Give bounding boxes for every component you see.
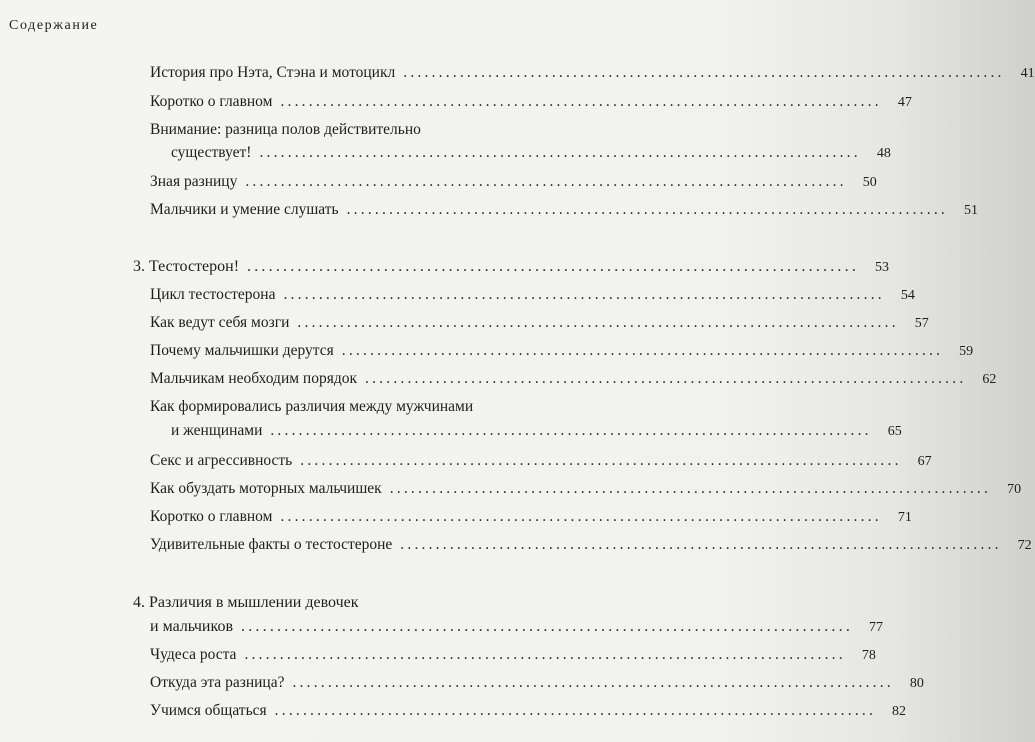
toc-entry[interactable]: [150, 480, 1022, 498]
toc-chapter[interactable]: [150, 618, 884, 636]
toc-page-number: 70: [1007, 482, 1022, 497]
toc-entry-first-line: Внимание: разница полов действительно: [150, 121, 421, 138]
toc-page-number: 72: [1017, 538, 1032, 553]
toc-chapter-title: и мальчиков: [150, 618, 234, 635]
toc-entry[interactable]: [171, 144, 891, 162]
toc-page-number: 80: [909, 676, 924, 691]
toc-entry-title: Мальчикам необходим порядок: [150, 370, 358, 387]
leader-dots: .....................................................................................: [403, 64, 1005, 81]
toc-entry[interactable]: [150, 286, 915, 304]
toc-entry-title: Учимся общаться: [150, 702, 267, 719]
toc-entry[interactable]: [150, 646, 876, 664]
leader-dots: .....................................................................................: [247, 258, 860, 275]
toc-page-number: 78: [861, 648, 876, 663]
leader-dots: .....................................................................................: [244, 646, 846, 663]
toc-entry[interactable]: [150, 452, 932, 470]
leader-dots: .....................................................................................: [292, 674, 894, 691]
toc-page-number: 82: [892, 704, 907, 719]
toc-entry[interactable]: [150, 370, 997, 388]
toc-entry-title: Мальчики и умение слушать: [150, 201, 339, 218]
toc-entry-title: Коротко о главном: [150, 93, 273, 110]
toc-page-number: 57: [914, 316, 929, 331]
toc-page-number: 67: [917, 454, 932, 469]
leader-dots: .....................................................................................: [274, 702, 877, 719]
leader-dots: .....................................................................................: [283, 286, 885, 303]
toc-page-number: 48: [876, 146, 891, 161]
toc-entry-title: Удивительные факты о тестостероне: [150, 536, 393, 553]
leader-dots: .....................................................................................: [346, 201, 948, 218]
toc-entry[interactable]: [150, 173, 877, 191]
leader-dots: .....................................................................................: [280, 93, 882, 110]
toc-entry[interactable]: [150, 201, 978, 219]
toc-entry-title: Как ведут себя мозги: [150, 314, 290, 331]
toc-chapter-first-line: 4. Различия в мышлении девочек: [133, 594, 359, 611]
toc-entry[interactable]: [150, 64, 1035, 82]
leader-dots: .....................................................................................: [297, 314, 899, 331]
toc-entry-title: Откуда эта разница?: [150, 674, 285, 691]
toc-chapter-title: 3. Тестостерон!: [133, 258, 240, 275]
toc-entry-title: Зная разницу: [150, 173, 238, 190]
leader-dots: .....................................................................................: [365, 370, 967, 387]
toc-page-number: 65: [887, 424, 902, 439]
toc-chapter[interactable]: [133, 258, 890, 276]
toc-entry-title: История про Нэта, Стэна и мотоцикл: [150, 64, 396, 81]
leader-dots: .....................................................................................: [300, 452, 902, 469]
toc-entry-title: и женщинами: [171, 422, 263, 439]
toc-page-number: 59: [959, 344, 974, 359]
leader-dots: .....................................................................................: [341, 342, 944, 359]
toc-entry[interactable]: [150, 342, 974, 360]
toc-page-number: 41: [1020, 66, 1035, 81]
toc-entry-title: Цикл тестостерона: [150, 286, 276, 303]
leader-dots: .....................................................................................: [245, 173, 847, 190]
toc-entry[interactable]: [150, 314, 929, 332]
running-header: Содержание: [9, 18, 99, 33]
toc-page-number: 62: [982, 372, 997, 387]
toc-entry[interactable]: [150, 702, 907, 720]
leader-dots: .....................................................................................: [280, 508, 882, 525]
leader-dots: .....................................................................................: [270, 422, 872, 439]
toc-page-number: 50: [862, 175, 877, 190]
toc-page-number: 51: [963, 203, 978, 218]
toc-page-number: 54: [900, 288, 915, 303]
leader-dots: .....................................................................................: [400, 536, 1002, 553]
toc-entry[interactable]: [150, 93, 912, 111]
toc-entry[interactable]: [150, 536, 1032, 554]
toc-page-number: 71: [897, 510, 912, 525]
leader-dots: .....................................................................................: [241, 618, 854, 635]
toc-entry-title: существует!: [171, 144, 252, 161]
toc-entry[interactable]: [171, 422, 902, 440]
toc-entry-title: Секс и агрессивность: [150, 452, 293, 469]
toc-entry-title: Коротко о главном: [150, 508, 273, 525]
toc-entry[interactable]: [150, 674, 924, 692]
toc-entry-title: Как обуздать моторных мальчишек: [150, 480, 382, 497]
leader-dots: .....................................................................................: [259, 144, 861, 161]
toc-entry-first-line: Как формировались различия между мужчинами: [150, 398, 474, 415]
leader-dots: .....................................................................................: [389, 480, 992, 497]
toc-entry-title: Почему мальчишки дерутся: [150, 342, 334, 359]
toc-entry-title: Чудеса роста: [150, 646, 237, 663]
toc-entry[interactable]: [150, 508, 912, 526]
toc-page-number: 77: [869, 620, 884, 635]
toc-page-number: 47: [897, 95, 912, 110]
toc-page-number: 53: [875, 260, 890, 275]
